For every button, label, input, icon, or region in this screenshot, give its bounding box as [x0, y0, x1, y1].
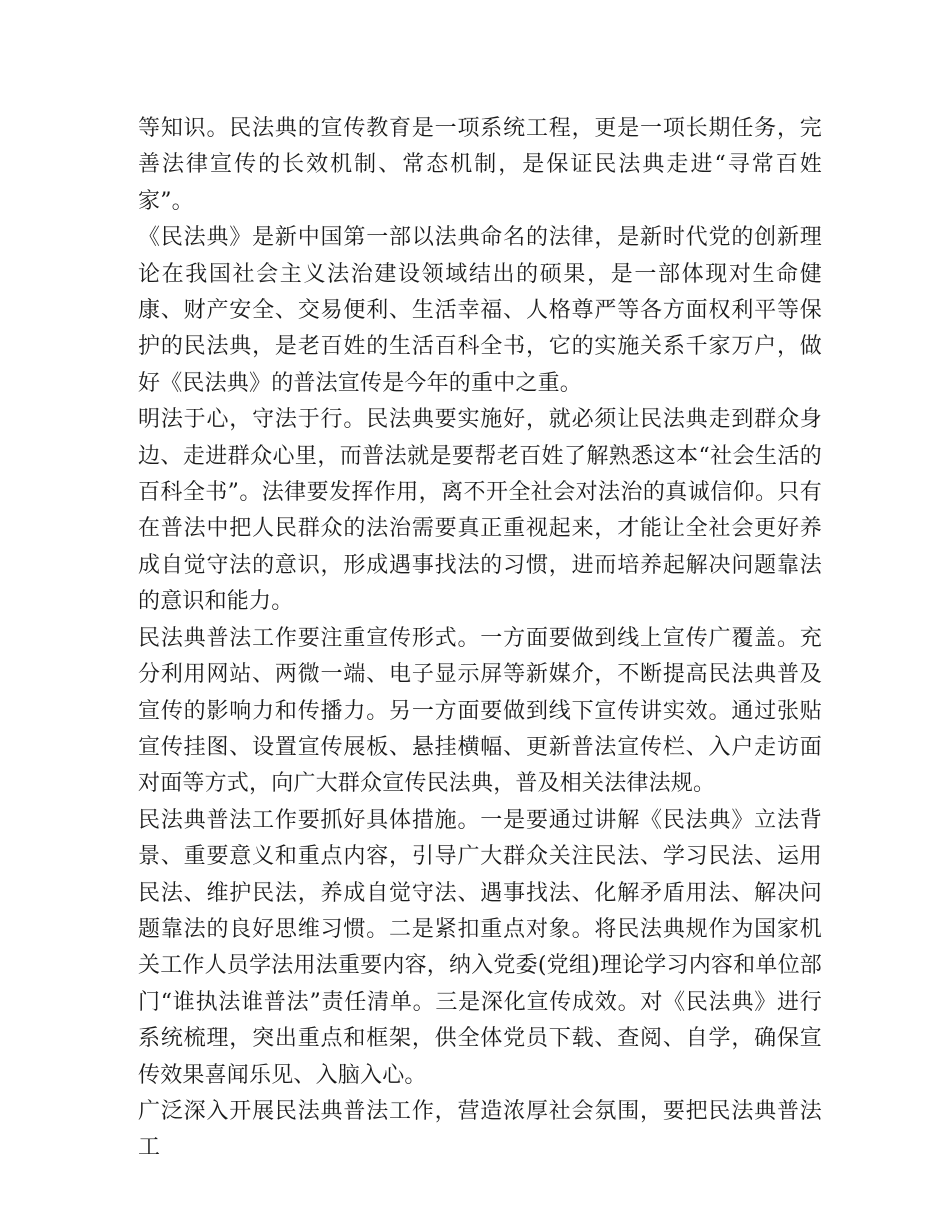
- paragraph-6: 广泛深入开展民法典普法工作，营造浓厚社会氛围，要把民法典普法工: [138, 1098, 822, 1161]
- paragraph-5: 民法典普法工作要抓好具体措施。一是要通过讲解《民法典》立法背景、重要意义和重点内容，引导广大群众关注民法、学习民法、运用民法、维护民法，养成自觉守法、遇事找法、化解矛盾用法、解决问题靠法的良好思维习惯。二是紧扣重点对象。将民法典规作为国家机关工作人员学法用法重要内容，纳入党委(党组)理论学习内容和单位部门“谁执法谁普法”责任清单。三是深化宣传成效。对《民法典》进行系统梳理，突出重点和框架，供全体党员下载、查阅、自学，确保宣传效果喜闻乐见、入脑入心。: [138, 807, 822, 1088]
- paragraph-3: 明法于心，守法于行。民法典要实施好，就必须让民法典走到群众身边、走进群众心里，而普法就是要帮老百姓了解熟悉这本“社会生活的百科全书”。法律要发挥作用，离不开全社会对法治的真诚信仰。只有在普法中把人民群众的法治需要真正重视起来，才能让全社会更好养成自觉守法的意识，形成遇事找法的习惯，进而培养起解决问题靠法的意识和能力。: [138, 407, 822, 615]
- document-body: [138, 111, 822, 1167]
- paragraph-2: 《民法典》是新中国第一部以法典命名的法律，是新时代党的创新理论在我国社会主义法治建设领域结出的硕果，是一部体现对生命健康、财产安全、交易便利、生活幸福、人格尊严等各方面权利平等保护的民法典，是老百姓的生活百科全书，它的实施关系千家万户，做好《民法典》的普法宣传是今年的重中之重。: [138, 225, 822, 396]
- paragraph-4: 民法典普法工作要注重宣传形式。一方面要做到线上宣传广覆盖。充分利用网站、两微一端、电子显示屏等新媒介，不断提高民法典普及宣传的影响力和传播力。另一方面要做到线下宣传讲实效。通过张贴宣传挂图、设置宣传展板、悬挂横幅、更新普法宣传栏、入户走访面对面等方式，向广大群众宣传民法典，普及相关法律法规。: [138, 625, 822, 797]
- paragraph-1: 等知识。民法典的宣传教育是一项系统工程，更是一项长期任务，完善法律宣传的长效机制、常态机制，是保证民法典走进“寻常百姓家”。: [138, 116, 822, 214]
